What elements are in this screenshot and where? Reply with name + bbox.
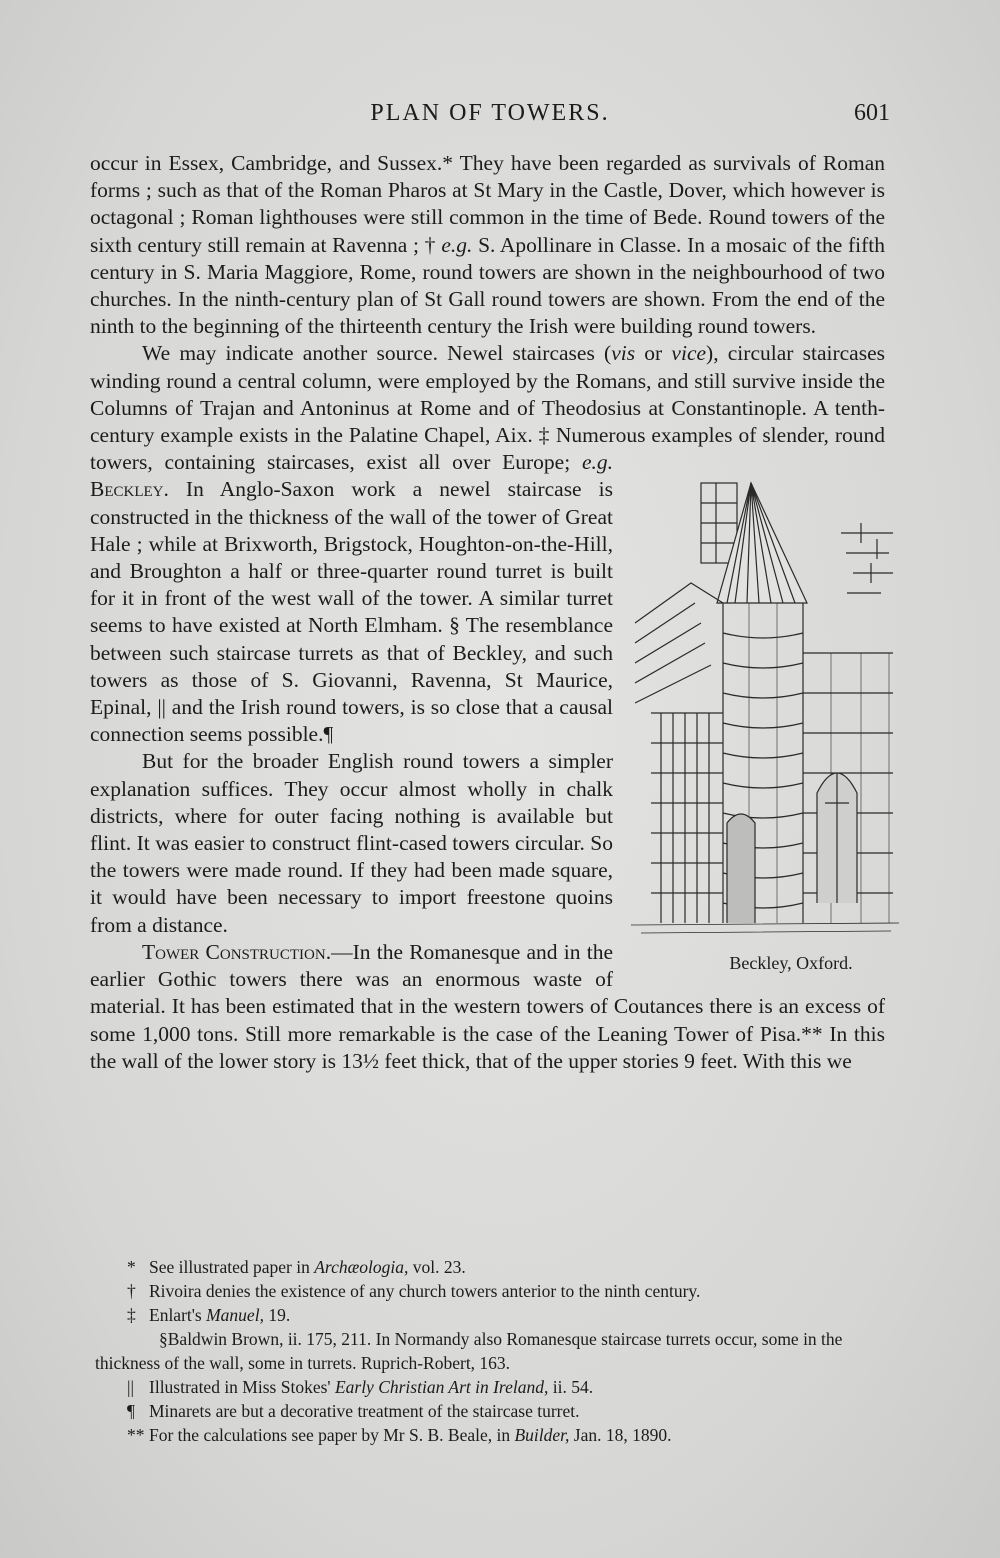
- footnote: * See illustrated paper in Archæologia, vol. 23.: [127, 1257, 466, 1277]
- footnote: † Rivoira denies the existence of any church towers anterior to the ninth century.: [127, 1281, 701, 1301]
- paragraph-4: Tower Construction.—In the Romanesque and in the earlier Gothic towers there was an enormous waste of material. It has been estimated that in the western towers of Coutances there is an excess of some 1,000 tons. Still more remarkable is the case of the Leaning Tower of Pisa.** In this the wall of the lower story is 13½ feet thick, that of the upper stories 9 feet. With this we: [90, 939, 885, 1073]
- paragraph-2: We may indicate another source. Newel staircases (vis or vice), circular staircases winding round a central column, were employed by the Romans, and still survive inside the Columns of Trajan and Antoninus at Rome and of Theodosius at Constantinople. A tenth-century example exists in the Palatine Chapel, Aix. ‡ Numerous examples of slender, round towers, containing staircases, exist all over Europe; Beckley, Oxford. e.g. Beckley. In Anglo-Saxon work a newel staircase is constructed in the thickness of the wall of the tower of Great Hale ; while at Brixworth, Brigstock, Houghton-on-the-Hill, and Broughton a half or three-quarter round turret is built for it in front of the west wall of the tower. A similar turret seems to have existed at North Elmham. § The resemblance between such staircase turrets as that of Beckley, and such towers as those of S. Giovanni, Ravenna, St Maurice, Epinal, || and the Irish round towers, is so close that a causal connection seems possible.¶: [90, 340, 885, 748]
- section-heading: Tower Construction.: [142, 939, 332, 964]
- footnotes: [95, 1255, 895, 1447]
- footnote: || Illustrated in Miss Stokes' Early Christian Art in Ireland, ii. 54.: [127, 1377, 594, 1397]
- body-text: [90, 150, 885, 1075]
- footnote: ‡ Enlart's Manuel, 19.: [127, 1305, 291, 1325]
- footnote: ¶ Minarets are but a decorative treatment of the staircase turret.: [127, 1401, 580, 1421]
- footnote: ** For the calculations see paper by Mr S. B. Beale, in Builder, Jan. 18, 1890.: [127, 1425, 672, 1445]
- footnote: §Baldwin Brown, ii. 175, 211. In Normandy also Romanesque staircase turrets occur, some in the thickness of the wall, some in turrets. Ruprich-Robert, 163.: [95, 1329, 843, 1373]
- paragraph-3: But for the broader English round towers a simpler explanation suffices. They occur almost wholly in chalk districts, where for outer facing nothing is available but flint. It was easier to construct flint-cased towers circular. So the towers were made round. If they had been made square, it would have been necessary to import freestone quoins from a distance.: [90, 749, 613, 937]
- page-number: 601: [854, 100, 890, 126]
- beckley-tower-illustration: [631, 453, 899, 943]
- page-header: [90, 92, 890, 132]
- paragraph-1: occur in Essex, Cambridge, and Sussex.* They have been regarded as survivals of Roman forms ; such as that of the Roman Pharos at St Mary in the Castle, Dover, which however is octagonal ; Roman lighthouses were still common in the time of Bede. Round towers of the sixth century still remain at Ravenna ; † e.g. S. Apollinare in Classe. In a mosaic of the fifth century in S. Maria Maggiore, Rome, round towers are shown in the neighbourhood of two churches. In the ninth-century plan of St Gall round towers are shown. From the end of the ninth to the beginning of the thirteenth century the Irish were building round towers.: [90, 151, 885, 339]
- beckley-figure: [631, 453, 899, 977]
- figure-caption: Beckley, Oxford.: [729, 953, 853, 974]
- running-title: PLAN OF TOWERS.: [370, 100, 610, 126]
